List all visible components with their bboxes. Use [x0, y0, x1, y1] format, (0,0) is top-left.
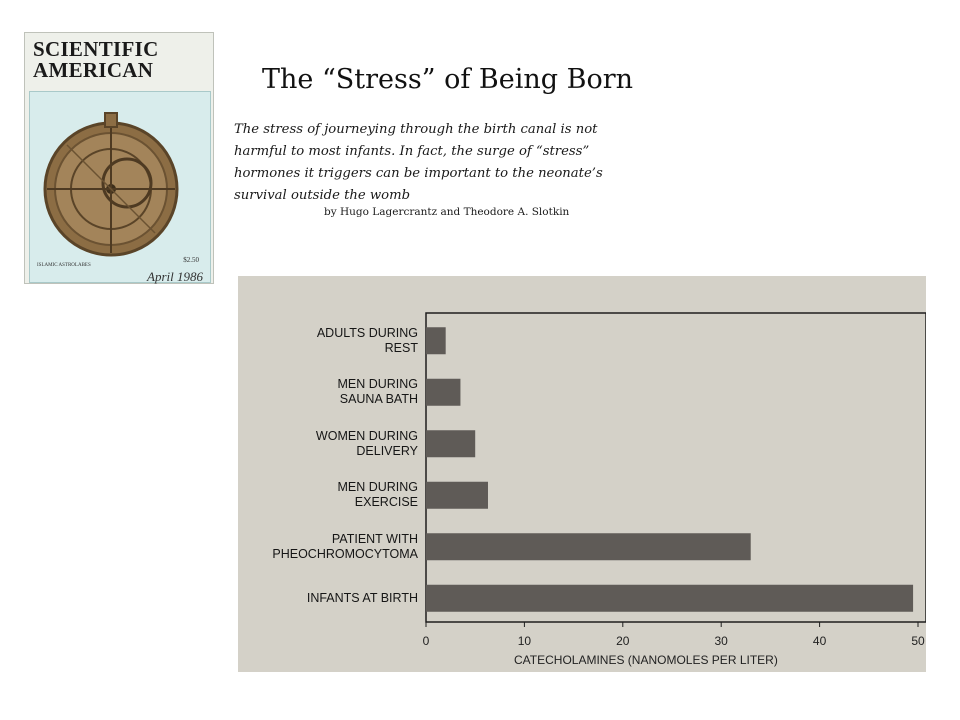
catecholamines-chart: [238, 276, 926, 672]
magazine-cover: [24, 32, 214, 284]
bar-5: [426, 585, 913, 612]
x-tick-label-1: 10: [517, 634, 532, 648]
category-label-0: ADULTS DURING REST: [316, 325, 418, 355]
article-deck: The stress of journeying through the birth canal is not harmful to most infants. In fact, the surge of “stress” hormones it triggers can be important to the neonate’s survival outside the womb: [234, 122, 603, 203]
category-label-1: MEN DURING SAUNA BATH: [337, 377, 418, 407]
bar-4: [426, 533, 751, 560]
x-tick-label-0: 0: [422, 634, 430, 648]
category-label-2: WOMEN DURING DELIVERY: [315, 428, 418, 458]
x-tick-label-4: 40: [812, 634, 827, 648]
category-label-4: PATIENT WITH PHEOCHROMOCYTOMA: [272, 531, 418, 561]
x-tick-label-3: 30: [714, 634, 728, 648]
x-tick-label-5: 50: [911, 634, 925, 648]
article-title: The “Stress” of Being Born: [262, 64, 634, 95]
plot-frame: [426, 313, 926, 622]
category-label-5: INFANTS AT BIRTH: [306, 590, 418, 605]
bar-2: [426, 430, 475, 457]
category-label-3: MEN DURING EXERCISE: [337, 480, 418, 510]
cover-date: April 1986: [147, 269, 203, 284]
cover-caption: ISLAMIC ASTROLABES: [37, 263, 91, 268]
article-byline: by Hugo Lagercrantz and Theodore A. Slotkin: [324, 206, 570, 218]
bar-0: [426, 327, 446, 354]
x-tick-label-2: 20: [616, 634, 630, 648]
x-axis-title: CATECHOLAMINES (NANOMOLES PER LITER): [514, 653, 778, 667]
bar-1: [426, 379, 460, 406]
cover-masthead: SCIENTIFIC AMERICAN: [33, 37, 159, 82]
bar-3: [426, 482, 488, 509]
astrolabe-illustration: [31, 109, 209, 259]
cover-price: $2.50: [183, 256, 199, 264]
